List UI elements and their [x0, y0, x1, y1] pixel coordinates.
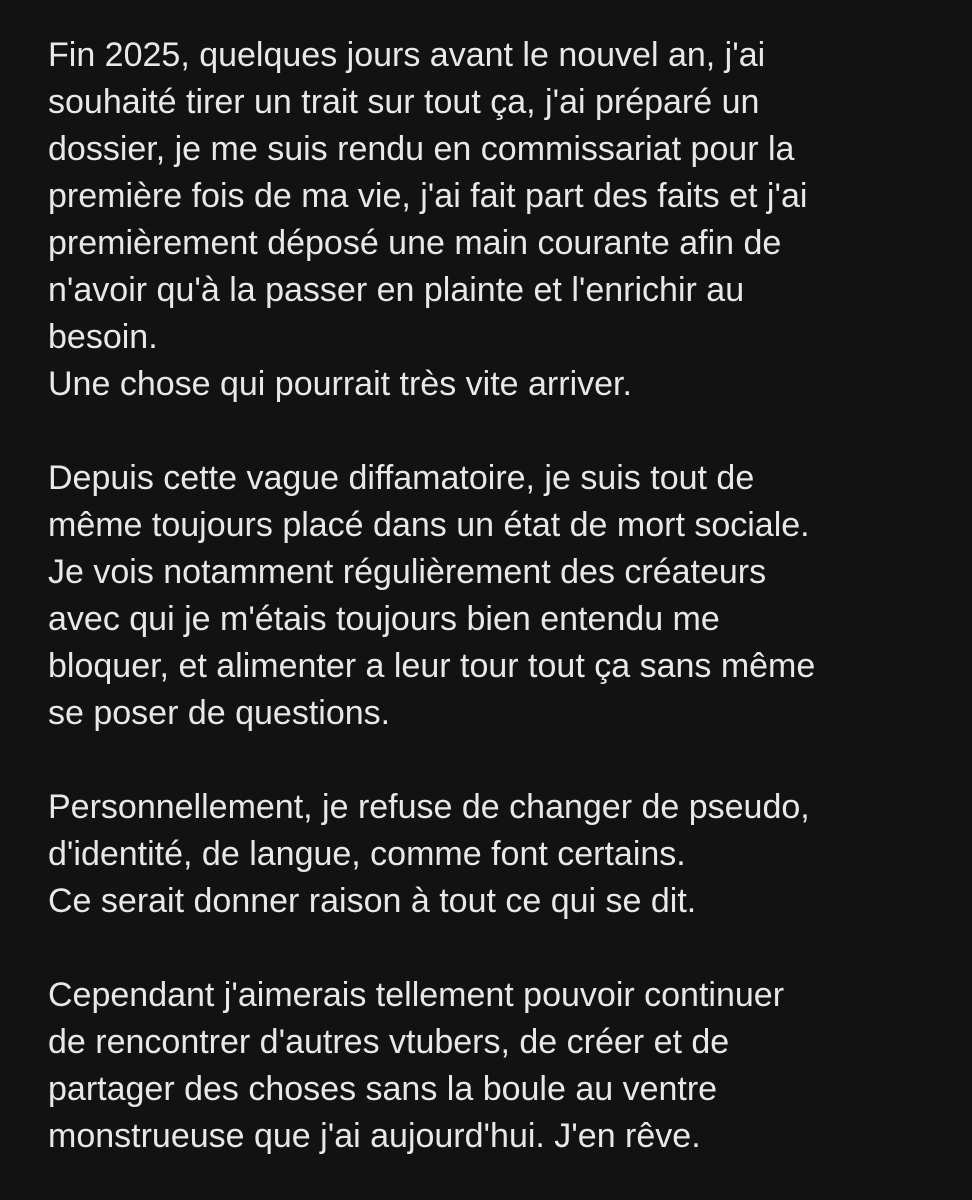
- paragraph-social-death: [48, 455, 932, 737]
- paragraph-identity: [48, 784, 932, 925]
- text-line: partager des choses sans la boule au ventre: [48, 1070, 718, 1108]
- text-line: Personnellement, je refuse de changer de pseudo,: [48, 788, 810, 826]
- text-line: de rencontrer d'autres vtubers, de créer et de: [48, 1023, 730, 1061]
- text-line: première fois de ma vie, j'ai fait part des faits et j'ai: [48, 177, 808, 215]
- text-line: se poser de questions.: [48, 694, 391, 732]
- text-line: Cependant j'aimerais tellement pouvoir continuer: [48, 976, 785, 1014]
- text-line: même toujours placé dans un état de mort sociale.: [48, 506, 810, 544]
- text-line: n'avoir qu'à la passer en plainte et l'enrichir au: [48, 271, 745, 309]
- text-line: Je vois notamment régulièrement des créateurs: [48, 553, 767, 591]
- text-line: Ce serait donner raison à tout ce qui se dit.: [48, 882, 697, 920]
- text-line: d'identité, de langue, comme font certains.: [48, 835, 686, 873]
- text-line: besoin.: [48, 318, 158, 356]
- text-line: Fin 2025, quelques jours avant le nouvel an, j'ai: [48, 36, 766, 74]
- paragraph-hope: [48, 972, 932, 1160]
- text-line: Une chose qui pourrait très vite arriver.: [48, 365, 632, 403]
- text-line: bloquer, et alimenter a leur tour tout ça sans même: [48, 647, 816, 685]
- text-line: monstrueuse que j'ai aujourd'hui. J'en rêve.: [48, 1117, 701, 1155]
- text-line: premièrement déposé une main courante afin de: [48, 224, 782, 262]
- text-line: avec qui je m'étais toujours bien entendu me: [48, 600, 720, 638]
- text-line: souhaité tirer un trait sur tout ça, j'ai préparé un: [48, 83, 760, 121]
- paragraph-police-report: [48, 32, 932, 408]
- text-line: Depuis cette vague diffamatoire, je suis tout de: [48, 459, 755, 497]
- text-line: dossier, je me suis rendu en commissariat pour la: [48, 130, 795, 168]
